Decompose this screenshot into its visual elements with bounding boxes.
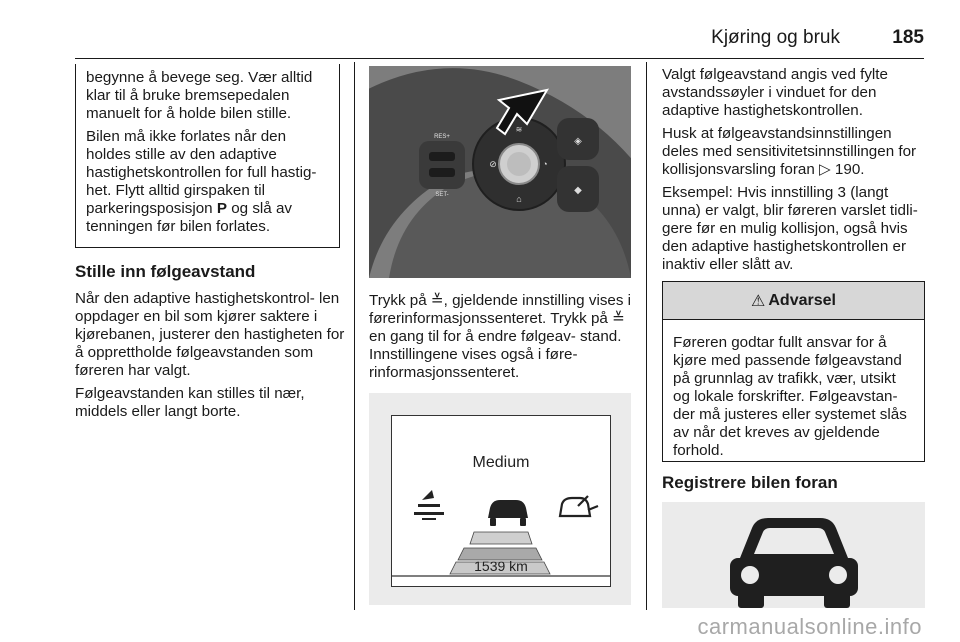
col3-paragraph-2: Husk at følgeavstandsinnstillingen deles med sensitivitetsinnstillingen for kollisjonsvarsling foran ▷ 190.: [662, 125, 917, 178]
column-divider-1: [354, 62, 355, 610]
cluster-display-illustration: [369, 393, 631, 605]
warning-title: Advarsel: [768, 291, 836, 309]
svg-text:⌂: ⌂: [516, 194, 522, 204]
column-divider-2: [646, 62, 647, 610]
section-title-vehicle-ahead: Registrere bilen foran: [662, 473, 838, 492]
set-label: SET-: [435, 192, 449, 198]
odometer-readout: 1539 km: [474, 558, 528, 574]
box-paragraph-2: Bilen må ikke forlates når den holdes stille av den adaptive hastighetskontrollen for full hastig- het. Flytt alltid girspaken til parkeringsposisjon P og slå av tenningen før bilen forlates.: [86, 128, 317, 235]
warning-body: Føreren godtar fullt ansvar for å kjøre med passende følgeavstand på grunnlag av trafikk, vær, utsikt og lokale forskrifter. Følgeavstan- der må justeres eller systemet slås av når det kreves av gjeldende forhold.: [673, 334, 907, 459]
res-label: RES+: [434, 134, 450, 140]
display-screen: [391, 415, 611, 587]
continued-warning-box: [75, 64, 340, 248]
reference-arrow-icon: ▷: [819, 161, 835, 178]
distance-setting-label: Medium: [472, 454, 530, 471]
gear-position-p: P: [216, 200, 227, 217]
warning-triangle-icon: ⚠: [751, 292, 766, 310]
col3-paragraph-1: Valgt følgeavstand angis ved fylte avstandssøyler i vinduet for den adaptive hastighetskontrollen.: [662, 66, 888, 119]
figure-caption: Trykk på ≚, gjeldende innstilling vises i førerinformasjonssenteret. Trykk på ≚ en gang til for å endre følgeav- stand. Innstillingene vises også i føre- rinformasjonssenteret.: [369, 292, 632, 381]
svg-text:◔: ◔: [542, 159, 548, 169]
svg-text:≋: ≋: [515, 125, 523, 134]
steering-wheel-illustration: [369, 66, 631, 278]
steering-wheel-figure: [369, 66, 631, 278]
warning-header: [663, 282, 924, 320]
header-rule: [75, 58, 924, 59]
following-distance-icon: ≚: [430, 292, 444, 309]
page-number: 185: [892, 27, 924, 48]
svg-text:◈: ◈: [574, 136, 582, 147]
col1-paragraph-1: Når den adaptive hastighetskontrol- len oppdager en bil som kjører saktere i kjørebanen, justerer den hastigheten for å opprettholde følgeavstanden som føreren har valgt.: [75, 290, 345, 379]
warning-box: [662, 281, 925, 462]
col1-paragraph-2: Følgeavstanden kan stilles til nær, middels eller langt borte.: [75, 385, 305, 420]
vehicle-ahead-illustration: [662, 502, 925, 608]
vehicle-ahead-icon: [662, 502, 925, 608]
vehicle-ahead-icon: [488, 500, 528, 526]
col3-body: [662, 66, 927, 279]
svg-text:◆: ◆: [574, 185, 582, 196]
col3-paragraph-3: Eksempel: Hvis innstilling 3 (langt unna) er valgt, blir føreren varslet tidli- gere før en mulig kollisjon, også hvis den adaptive hastighetskontrollen er inaktiv eller slått av.: [662, 184, 918, 273]
running-header: Kjøring og bruk: [711, 27, 840, 48]
svg-text:⊘: ⊘: [489, 159, 497, 169]
section-title-following-distance: Stille inn følgeavstand: [75, 262, 256, 281]
col1-body: [75, 290, 345, 426]
box-paragraph-1: begynne å bevege seg. Vær alltid klar til å bruke bremsepedalen manuelt for å holde bilen stille.: [86, 69, 313, 122]
watermark: carmanualsonline.info: [697, 614, 922, 639]
following-distance-icon: ≚: [612, 310, 625, 327]
